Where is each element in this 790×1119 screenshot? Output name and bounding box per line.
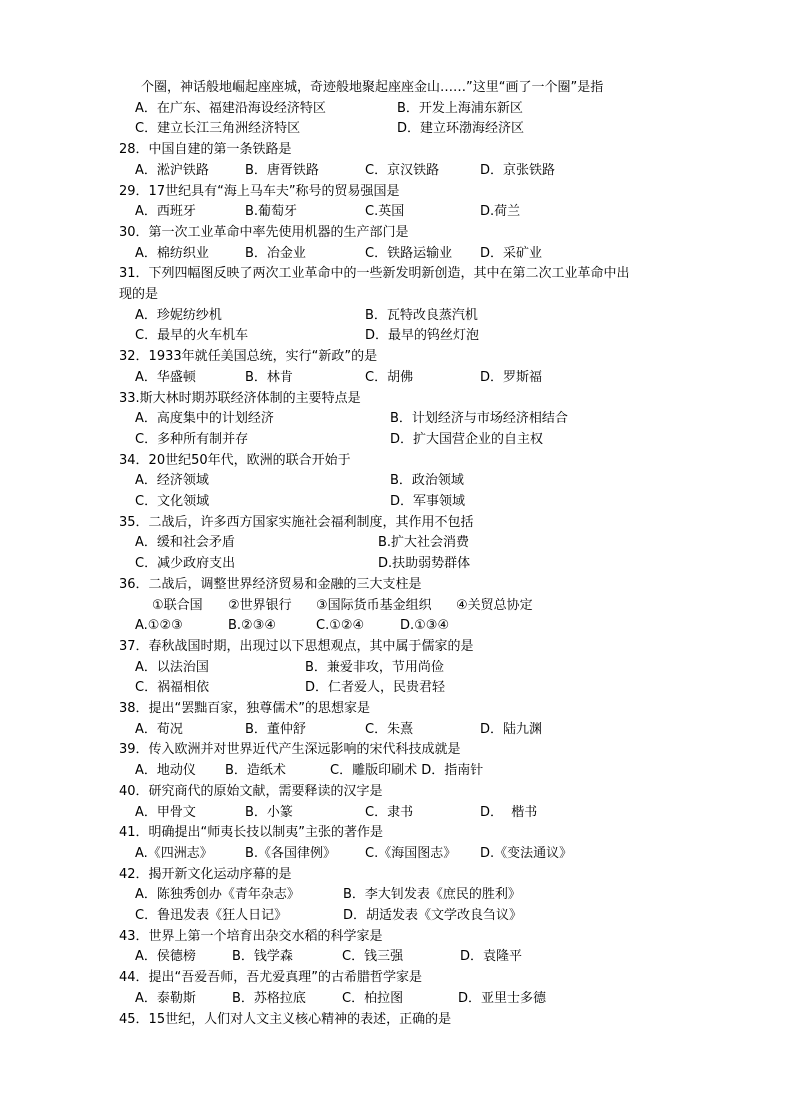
option-text: B.葡萄牙 [245, 204, 298, 219]
question-stem: 45．15世纪，人们对人文主义核心精神的表述，正确的是 [119, 1012, 452, 1027]
option-text: C.①②④ [316, 618, 365, 633]
option-text: ④关贸总协定 [456, 598, 533, 613]
option-text: B．政治领域 [390, 473, 464, 488]
option-text: D． 楷书 [480, 805, 538, 820]
option-text: A．珍妮纺纱机 [135, 308, 222, 323]
option-text: B.扩大社会消费 [378, 535, 470, 550]
option-text: B.②③④ [228, 618, 277, 633]
option-text: D．京张铁路 [480, 163, 556, 178]
option-text: C．多种所有制并存 [135, 432, 249, 447]
question-stem: 37．春秋战国时期，出现过以下思想观点，其中属于儒家的是 [119, 639, 474, 654]
option-text: D．仁者爱人，民贵君轻 [305, 680, 446, 695]
option-text: C．文化领域 [135, 494, 210, 509]
option-text: D．陆九渊 [480, 722, 543, 737]
option-text: C．柏拉图 [342, 991, 404, 1006]
question-stem: 29．17世纪具有“海上马车夫”称号的贸易强国是 [119, 184, 400, 199]
option-text: D.《变法通议》 [480, 846, 573, 861]
option-text: D．最早的钨丝灯泡 [365, 328, 480, 343]
option-text: B．造纸术 [225, 763, 286, 778]
question-stem: 现的是 [119, 287, 159, 302]
option-text: ②世界银行 [228, 598, 292, 613]
option-text: A．侯德榜 [135, 949, 196, 964]
question-stem: 38．提出“罢黜百家，独尊儒术”的思想家是 [119, 701, 371, 716]
option-text: B．林肯 [245, 370, 293, 385]
option-text: D．扩大国营企业的自主权 [390, 432, 544, 447]
option-text: A．陈独秀创办《青年杂志》 [135, 887, 300, 902]
question-stem: 40．研究商代的原始文献，需要释读的汉字是 [119, 784, 383, 799]
option-text: C．京汉铁路 [365, 163, 440, 178]
option-text: A．荀况 [135, 722, 183, 737]
option-text: ①联合国 [152, 598, 203, 613]
option-text: B．开发上海浦东新区 [397, 101, 523, 116]
question-continuation: 个圈，神话般地崛起座座城，奇迹般地聚起座座金山……”这里“画了一个圈”是指 [141, 80, 604, 95]
option-text: D．袁隆平 [460, 949, 523, 964]
option-text: C．雕版印刷术 D．指南针 [330, 763, 484, 778]
question-stem: 34．20世纪50年代，欧洲的联合开始于 [119, 453, 351, 468]
option-text: C．胡佛 [365, 370, 414, 385]
option-text: D．军事领域 [390, 494, 466, 509]
question-stem: 28．中国自建的第一条铁路是 [119, 142, 292, 157]
question-stem: 33.斯大林时期苏联经济体制的主要特点是 [119, 391, 361, 406]
option-text: A．淞沪铁路 [135, 163, 209, 178]
option-text: A．甲骨文 [135, 805, 196, 820]
option-text: C．隶书 [365, 805, 414, 820]
option-text: A．缓和社会矛盾 [135, 535, 235, 550]
option-text: D.①③④ [400, 618, 450, 633]
option-text: B．唐胥铁路 [245, 163, 319, 178]
option-text: C．钱三强 [342, 949, 404, 964]
option-text: B．计划经济与市场经济相结合 [390, 411, 568, 426]
question-stem: 43．世界上第一个培育出杂交水稻的科学家是 [119, 929, 383, 944]
option-text: A．华盛顿 [135, 370, 196, 385]
option-text: C．建立长江三角洲经济特区 [135, 121, 301, 136]
option-text: B．瓦特改良蒸汽机 [365, 308, 478, 323]
option-text: C．祸福相依 [135, 680, 210, 695]
option-text: A．以法治国 [135, 660, 209, 675]
option-text: D．亚里士多德 [458, 991, 547, 1006]
question-stem: 35．二战后，许多西方国家实施社会福利制度，其作用不包括 [119, 515, 474, 530]
option-text: C．鲁迅发表《狂人日记》 [135, 908, 288, 923]
option-text: A．泰勒斯 [135, 991, 196, 1006]
option-text: D．胡适发表《文学改良刍议》 [343, 908, 523, 923]
option-text: D.扶助弱势群体 [378, 556, 471, 571]
option-text: B．兼爱非攻，节用尚俭 [305, 660, 444, 675]
question-stem: 42．揭开新文化运动序幕的是 [119, 867, 292, 882]
question-stem: 41．明确提出“师夷长技以制夷”主张的著作是 [119, 825, 384, 840]
option-text: C．减少政府支出 [135, 556, 236, 571]
option-text: C．朱熹 [365, 722, 414, 737]
option-text: C.《海国图志》 [365, 846, 457, 861]
option-text: B．小篆 [245, 805, 293, 820]
option-text: A．地动仪 [135, 763, 196, 778]
option-text: D.荷兰 [480, 204, 521, 219]
option-text: C．铁路运输业 [365, 246, 453, 261]
question-stem: 31．下列四幅图反映了两次工业革命中的一些新发明新创造，其中在第二次工业革命中出 [119, 266, 630, 281]
option-text: D．建立环渤海经济区 [397, 121, 525, 136]
question-stem: 36．二战后，调整世界经济贸易和金融的三大支柱是 [119, 577, 422, 592]
option-text: D．罗斯福 [480, 370, 543, 385]
option-text: A.《四洲志》 [135, 846, 213, 861]
question-stem: 44．提出“吾爱吾师，吾尤爱真理”的古希腊哲学家是 [119, 970, 423, 985]
option-text: B．苏格拉底 [232, 991, 306, 1006]
option-text: A．棉纺织业 [135, 246, 209, 261]
option-text: ③国际货币基金组织 [316, 598, 432, 613]
option-text: A．在广东、福建沿海设经济特区 [135, 101, 326, 116]
question-stem: 30．第一次工业革命中率先使用机器的生产部门是 [119, 225, 409, 240]
option-text: B．冶金业 [245, 246, 306, 261]
option-text: D．采矿业 [480, 246, 543, 261]
option-text: B．李大钊发表《庶民的胜利》 [343, 887, 521, 902]
option-text: A.①②③ [135, 618, 183, 633]
option-text: C．最早的火车机车 [135, 328, 249, 343]
option-text: B．董仲舒 [245, 722, 306, 737]
question-stem: 32．1933年就任美国总统，实行“新政”的是 [119, 349, 378, 364]
option-text: B．钱学森 [232, 949, 293, 964]
option-text: A．经济领域 [135, 473, 209, 488]
option-text: A．高度集中的计划经济 [135, 411, 274, 426]
option-text: C.英国 [365, 204, 405, 219]
option-text: A．西班牙 [135, 204, 196, 219]
question-stem: 39．传入欧洲并对世界近代产生深远影响的宋代科技成就是 [119, 742, 461, 757]
option-text: B.《各国律例》 [245, 846, 337, 861]
